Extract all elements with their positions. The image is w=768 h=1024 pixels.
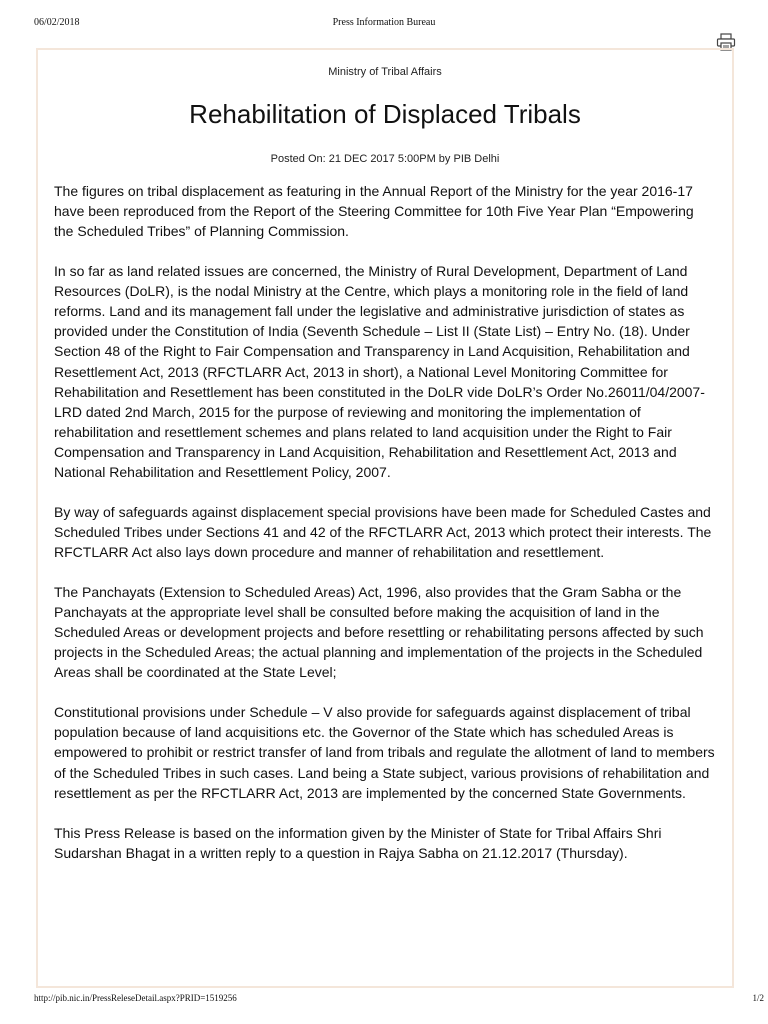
print-date: 06/02/2018	[34, 17, 80, 28]
paragraph: Constitutional provisions under Schedule – V also provide for safeguards against displacement of tribal population because of land acquisitions etc. the Governor of the State which has scheduled Areas is empowered to prohibit or restrict transfer of land from tribals and regulate the allotment of land to members of the Scheduled Tribes in such cases. Land being a State subject, various provisions of rehabilitation and resettlement as per the RFCTLARR Act, 2013 are implemented by the concerned State Governments.	[54, 704, 715, 801]
footer-url: http://pib.nic.in/PressReleseDetail.aspx?PRID=1519256	[34, 993, 237, 1003]
paragraph: By way of safeguards against displacement special provisions have been made for Scheduled Castes and Scheduled Tribes under Sections 41 and 42 of the RFCTLARR Act, 2013 which protect their interests. The RFCTLARR Act also lays down procedure and manner of rehabilitation and resettlement.	[54, 503, 712, 561]
page-title: Rehabilitation of Displaced Tribals	[189, 99, 581, 129]
posted-date: Posted On: 21 DEC 2017 5:00PM by PIB Delhi	[270, 153, 500, 165]
print-site-title: Press Information Bureau	[332, 17, 436, 28]
page-number: 1/2	[752, 993, 764, 1003]
print-footer	[0, 992, 768, 1008]
ministry-name: Ministry of Tribal Affairs	[328, 66, 442, 78]
paragraph: The figures on tribal displacement as featuring in the Annual Report of the Ministry for the year 2016-17 have been reproduced from the Report of the Steering Committee for 10th Five Year Plan “Empowering the Scheduled Tribes” of Planning Commission.	[54, 183, 694, 240]
paragraph: In so far as land related issues are concerned, the Ministry of Rural Development, Department of Land Resources (DoLR), is the nodal Ministry at the Centre, which plays a monitoring role in the field of land reforms. Land and its management fall under the legislative and administrative jurisdiction of states as provided under the Constitution of India (Seventh Schedule – List II (State List) – Entry No. (18). Under Section 48 of the Right to Fair Compensation and Transparency in Land Acquisition, Rehabilitation and Resettlement Act, 2013 (RFCTLARR Act, 2013 in short), a National Level Monitoring Committee for Rehabilitation and Resettlement has been constituted in the DoLR vide DoLR’s Order No.26011/04/2007-LRD dated 2nd March, 2015 for the purpose of reviewing and monitoring the implementation of rehabilitation and resettlement schemes and plans related to land acquisition under the Right to Fair Compensation and Transparency in Land Acquisition, Rehabilitation and Resettlement Act, 2013 and National Rehabilitation and Resettlement Policy, 2007.	[54, 263, 705, 481]
release-body	[54, 181, 716, 863]
paragraph: This Press Release is based on the information given by the Minister of State for Tribal Affairs Shri Sudarshan Bhagat in a written reply to a question in Rajya Sabha on 21.12.2017 (Thursday).	[54, 824, 662, 861]
press-release	[54, 64, 716, 883]
print-header	[0, 0, 768, 30]
paragraph: The Panchayats (Extension to Scheduled Areas) Act, 1996, also provides that the Gram Sabha or the Panchayats at the appropriate level shall be consulted before making the acquisition of land in the Scheduled Areas or development projects and before resettling or rehabilitating persons affected by such projects in the Scheduled Areas; the actual planning and implementation of the projects in the Scheduled Areas shall be coordinated at the State Level;	[54, 583, 704, 681]
